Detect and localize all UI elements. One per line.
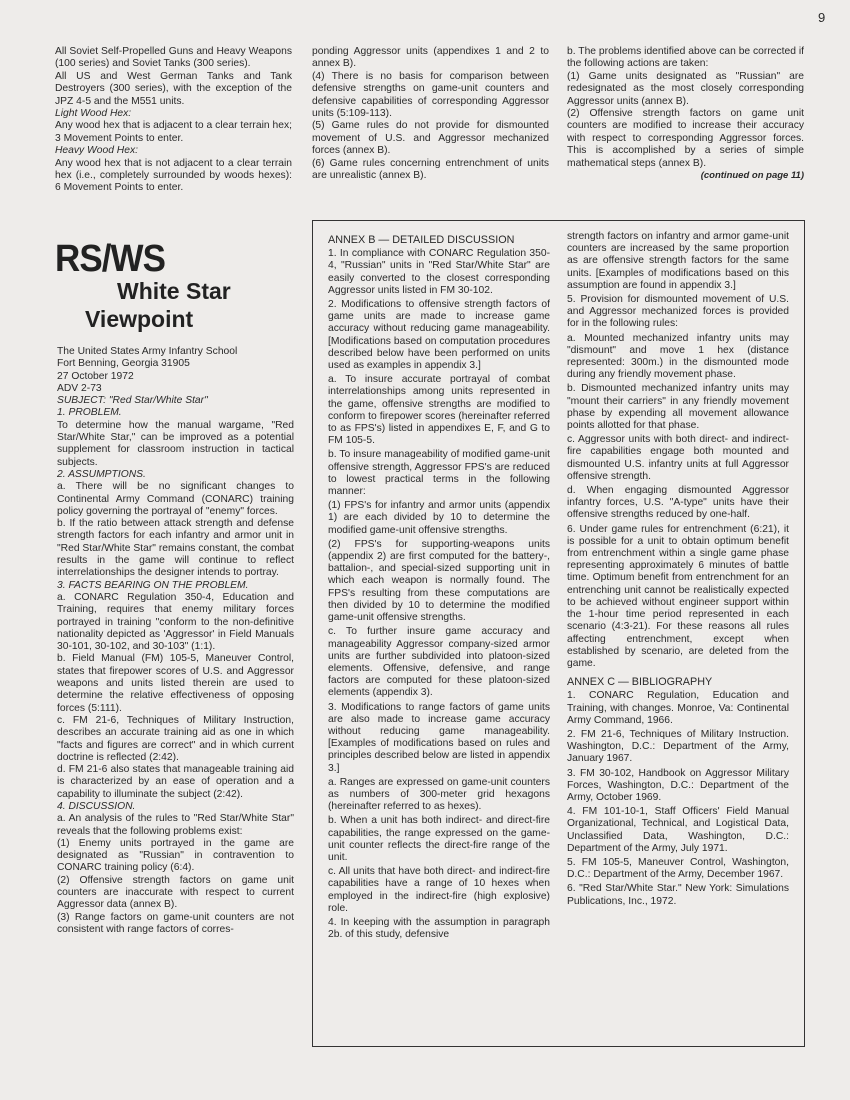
annex-b-column-1 — [328, 234, 550, 943]
paragraph: b. To insure manageability of modified game-unit offensive strength, Aggressor FPS's are reduced to lowest practical terms in the following manner: — [328, 449, 550, 498]
annex-b-heading: ANNEX B — DETAILED DISCUSSION — [328, 234, 515, 246]
paragraph: c. Aggressor units with both direct- and indirect-fire capabilities engage both mounted and dismounted U.S. infantry units at full Aggressor offensive strength. — [567, 434, 789, 482]
paragraph: (2) FPS's for supporting-weapons units (appendix 2) are first computed for the battery-, battalion-, and special-sized supporting unit in which each weapon is normally found. The FPS's resulting from these computations are then divided by 10 to determine the modified game-unit offensive strengths. — [328, 538, 550, 624]
memo-subject: SUBJECT: "Red Star/White Star" — [57, 395, 208, 407]
continued-note: (continued on page 11) — [700, 170, 804, 182]
paragraph: All Soviet Self-Propelled Guns and Heavy Weapons (100 series) and Soviet Tanks (300 series). — [55, 46, 292, 70]
paragraph: a. CONARC Regulation 350-4, Education and Training, requires that enemy military forces portrayed in training "conform to the non-definitive nationality depicted as 'Aggressor' in Field Manuals 30-101, 30-102, and 30-103" (1:1). — [57, 591, 294, 653]
paragraph: 3. Modifications to range factors of game units are also made to increase game accuracy without reducing game manageability. [Examples of modifications based on rules and principles described below are listed in appendix 3.] — [328, 701, 550, 774]
bibliography-item: 5. FM 105-5, Maneuver Control, Washington, D.C.: Department of the Army, December 1967. — [567, 856, 789, 881]
paragraph: d. FM 21-6 also states that manageable training aid is characterized by an ease of operation and a capability to illuminate the subject (2:42). — [57, 764, 294, 800]
paragraph: Any wood hex that is not adjacent to a clear terrain hex (i.e., completely surrounded by woods hexes): 6 Movement Points to enter. — [55, 157, 292, 194]
subheading: Light Wood Hex: — [55, 108, 132, 120]
section-heading: 2. ASSUMPTIONS. — [57, 468, 146, 480]
paragraph: b. Dismounted mechanized infantry units may "mount their carriers" in any friendly movement phase by expending all movement allowance points allotted for that phase. — [567, 383, 789, 432]
memo-line: The United States Army Infantry School — [57, 346, 238, 357]
paragraph: a. There will be no significant changes to Continental Army Command (CONARC) training policy governing the portrayal of "enemy" forces. — [57, 481, 294, 517]
paragraph: (1) Enemy units portrayed in the game are designated as "Russian" in contravention to CONARC training policy (6:4). — [57, 837, 294, 874]
bibliography-item: 4. FM 101-10-1, Staff Officers' Field Manual Organizational, Technical, and Logistical Data, Unclassified Data, Washington, D.C.: Department of the Army, July 1971. — [567, 806, 789, 854]
memo-line: Fort Benning, Georgia 31905 — [57, 358, 190, 370]
memo-line: 27 October 1972 — [57, 370, 134, 382]
paragraph: 2. Modifications to offensive strength factors of game units are made to increase game accuracy without reducing game manageability. [Modifications based on computation procedures described below have been performed on units used as examples in appendix 3.] — [328, 299, 550, 372]
logo-title: RS/WS — [55, 238, 165, 280]
paragraph: ponding Aggressor units (appendixes 1 and 2 to annex B). — [312, 46, 549, 70]
paragraph: a. Ranges are expressed on game-unit counters as numbers of 300-meter grid hexagons (hereinafter referred to as hexes). — [328, 776, 550, 813]
annex-c-heading: ANNEX C — BIBLIOGRAPHY — [567, 676, 713, 689]
paragraph: b. When a unit has both indirect- and direct-fire capabilities, the range expressed on the game-unit counter reflects the direct-fire range of the unit. — [328, 815, 550, 863]
paragraph: c. FM 21-6, Techniques of Military Instruction, describes an accurate training aid as one in which "facts and figures are correct" and in which current doctrine is reflected (2:42). — [57, 714, 294, 763]
paragraph: To determine how the manual wargame, "Red Star/White Star," can be improved as a potential supplement for classroom instruction in tactical subjects. — [57, 419, 294, 468]
paragraph: Any wood hex that is adjacent to a clear terrain hex; 3 Movement Points to enter. — [55, 120, 292, 144]
paragraph: (4) There is no basis for comparison between defensive strengths on game-unit counters and defensive capabilities of corresponding Aggressor units (5:109-113). — [312, 70, 549, 120]
top-column-3 — [567, 46, 804, 182]
paragraph: 4. In keeping with the assumption in paragraph 2b. of this study, defensive — [328, 916, 550, 941]
paragraph: (3) Range factors on game-unit counters are not consistent with range factors of corres- — [57, 911, 294, 935]
paragraph: (1) Game units designated as "Russian" are redesignated as the most closely corresponding Aggressor units (annex B). — [567, 70, 804, 107]
bibliography-item: 3. FM 30-102, Handbook on Aggressor Military Forces, Washington, D.C.: Department of the Army, October 1969. — [567, 767, 789, 803]
paragraph: c. To further insure game accuracy and manageability Aggressor company-sized armor units are further subdivided into platoon-sized elements. Offensive, defensive, and range factors are computed for these platoon-sized elements (appendix 3). — [328, 626, 550, 699]
page-number: 9 — [818, 10, 826, 25]
bibliography-item: 2. FM 21-6, Techniques of Military Instruction. Washington, D.C.: Department of the Army, January 1967. — [567, 728, 789, 765]
paragraph: (2) Offensive strength factors on game unit counters are modified to increase their accuracy with respect to corresponding Aggressor forces. This is accomplished by a series of simple mathematical steps (annex B). — [567, 108, 804, 169]
section-heading: 3. FACTS BEARING ON THE PROBLEM. — [57, 579, 249, 591]
logo-subtitle-2: Viewpoint — [85, 306, 194, 332]
top-column-1 — [55, 46, 292, 195]
rsws-logo — [55, 238, 270, 338]
paragraph: All US and West German Tanks and Tank Destroyers (300 series), with the exception of the JPZ 4-5 and the M551 units. — [55, 70, 292, 107]
section-heading: 1. PROBLEM. — [57, 407, 122, 419]
paragraph: (1) FPS's for infantry and armor units (appendix 1) are each divided by 10 to determine the modified game-unit offensive strengths. — [328, 500, 550, 536]
paragraph: 6. Under game rules for entrenchment (6:21), it is possible for a unit to obtain optimum benefit from entrenchment within a single game phase representing approximately 6 minutes of battle time. Optimum benefit from entrenchment for an entrenching unit cannot be realistically expected to be achieved without engineer support within the 1-hour time period represented in each scenario (4:3-21). For these reasons all rules affecting entrenchment, except when established by scenario, are deleted from the game. — [567, 523, 789, 669]
paragraph: 1. In compliance with CONARC Regulation 350-4, "Russian" units in "Red Star/White Star" are easily converted to the closest corresponding Aggressor units listed in FM 30-102. — [328, 248, 550, 296]
bibliography-item: 6. "Red Star/White Star." New York: Simulations Publications, Inc., 1972. — [567, 883, 789, 907]
paragraph: (5) Game rules do not provide for dismounted movement of U.S. and Aggressor mechanized forces (annex B). — [312, 120, 549, 157]
paragraph: strength factors on infantry and armor game-unit counters are increased by the same proportion as are offensive strength factors for the same units. [Examples of modifications based on this assumption are found in appendix 3.] — [567, 231, 789, 291]
paragraph: b. The problems identified above can be corrected if the following actions are taken: — [567, 46, 804, 70]
bibliography-item: 1. CONARC Regulation, Education and Training, with changes. Monroe, Va: Continental Army Command, 1966. — [567, 690, 789, 726]
paragraph: d. When engaging dismounted Aggressor infantry forces, U.S. "A-type" units have their offensive strengths reduced by one-half. — [567, 485, 789, 521]
paragraph: 5. Provision for dismounted movement of U.S. and Aggressor mechanized forces is provided for in the following rules: — [567, 294, 789, 330]
paragraph: (2) Offensive strength factors on game unit counters are inaccurate with respect to current Aggressor data (annex B). — [57, 874, 294, 911]
paragraph: (6) Game rules concerning entrenchment of units are unrealistic (annex B). — [312, 157, 549, 182]
logo-subtitle-1: White Star — [117, 278, 231, 304]
section-heading: 4. DISCUSSION. — [57, 800, 136, 812]
memo-column — [57, 346, 294, 936]
paragraph: a. Mounted mechanized infantry units may "dismount" and move 1 hex (distance represented: 300m.) in the dismounted mode during any friendly movement phase. — [567, 332, 789, 381]
top-column-2 — [312, 46, 549, 182]
annex-b-column-2 — [567, 231, 789, 910]
subheading: Heavy Wood Hex: — [55, 145, 138, 157]
memo-line: ADV 2-73 — [57, 382, 102, 394]
paragraph: b. Field Manual (FM) 105-5, Maneuver Control, states that firepower scores of U.S. and Aggressor weapons and units listed therein are used to determine the relative effectiveness of opposing forces (5:111). — [57, 653, 294, 714]
paragraph: a. An analysis of the rules to "Red Star/White Star" reveals that the following problems exist: — [57, 813, 294, 837]
paragraph: c. All units that have both direct- and indirect-fire capabilities have a range of 10 hexes when employed in the indirect-fire (high explosive) role. — [328, 866, 550, 914]
paragraph: b. If the ratio between attack strength and defense strength factors for each infantry and armor unit in "Red Star/White Star" remains constant, the combat results in the game will continue to reflect interrelationships the designer intends to portray. — [57, 518, 294, 579]
paragraph: a. To insure accurate portrayal of combat interrelationships among units represented in the game, offensive strengths are modified to conform to firepower scores (hereinafter referred to as FPS's) listed in appendixes E, F, and G to FM 105-5. — [328, 374, 550, 447]
